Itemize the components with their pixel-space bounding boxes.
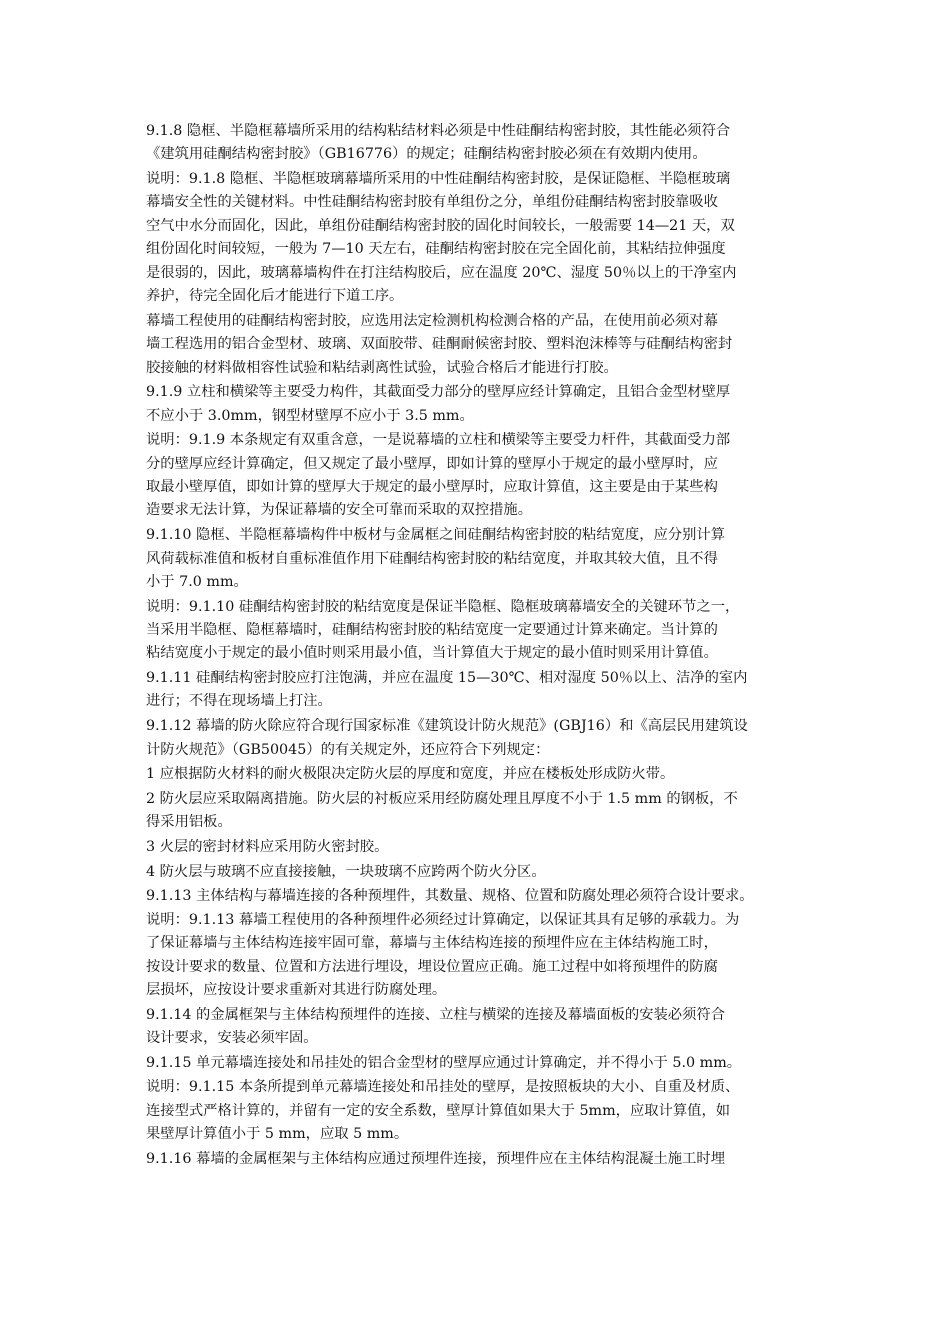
text-line: 不应小于 3.0mm，钢型材壁厚不应小于 3.5 mm。 bbox=[146, 407, 474, 424]
paragraph bbox=[146, 596, 814, 666]
text-line: 说明：9.1.8 隐框、半隐框玻璃幕墙所采用的中性硅酮结构密封胶，是保证隐框、半隐框玻璃 bbox=[146, 171, 731, 188]
text-line: 是很弱的，因此，玻璃幕墙构件在打注结构胶后，应在温度 20℃、湿度 50％以上的干净室内 bbox=[146, 264, 737, 281]
text-line: 9.1.9 立柱和横梁等主要受力构件，其截面受力部分的壁厚应经计算确定，且铝合金型材壁厚 bbox=[146, 384, 731, 401]
text-line: 养护，待完全固化后才能进行下道工序。 bbox=[146, 288, 404, 305]
text-line: 果壁厚计算值小于 5 mm，应取 5 mm。 bbox=[146, 1126, 409, 1143]
paragraph bbox=[146, 310, 814, 380]
text-line: 说明：9.1.13 幕墙工程使用的各种预埋件必须经过计算确定，以保证其具有足够的承载力。为 bbox=[146, 911, 740, 928]
text-line: 说明：9.1.15 本条所提到单元幕墙连接处和吊挂处的壁厚，是按照板块的大小、自重及材质、 bbox=[146, 1079, 740, 1096]
text-line: 9.1.14 的金属框架与主体结构预埋件的连接、立柱与横梁的连接及幕墙面板的安装必须符合 bbox=[146, 1006, 725, 1023]
text-line: 造要求无法计算，为保证幕墙的安全可靠而采取的双控措施。 bbox=[146, 502, 533, 519]
text-line: 了保证幕墙与主体结构连接牢固可靠，幕墙与主体结构连接的预埋件应在主体结构施工时， bbox=[146, 935, 718, 952]
text-line: 1 应根据防火材料的耐火极限决定防火层的厚度和宽度，并应在楼板处形成防火带。 bbox=[146, 766, 675, 783]
text-line: 粘结宽度小于规定的最小值时则采用最小值，当计算值大于规定的最小值时则采用计算值。 bbox=[146, 645, 718, 662]
text-line: 说明：9.1.10 硅酮结构密封胶的粘结宽度是保证半隐框、隐框玻璃幕墙安全的关键环节之一， bbox=[146, 598, 740, 615]
text-line: 层损坏，应按设计要求重新对其进行防腐处理。 bbox=[146, 981, 447, 998]
text-line: 组份固化时间较短，一般为 7—10 天左右，硅酮结构密封胶在完全固化前，其粘结拉伸强度 bbox=[146, 241, 726, 258]
text-line: 9.1.8 隐框、半隐框幕墙所采用的结构粘结材料必须是中性硅酮结构密封胶，其性能必须符合 bbox=[146, 123, 731, 139]
text-line: 连接型式严格计算的，并留有一定的安全系数，壁厚计算值如果大于 5mm，应取计算值，如 bbox=[146, 1102, 731, 1119]
paragraph bbox=[146, 885, 814, 1002]
text-line: 进行；不得在现场墙上打注。 bbox=[146, 693, 332, 710]
text-line: 设计要求，安装必须牢固。 bbox=[146, 1030, 318, 1046]
text-line: 9.1.12 幕墙的防火除应符合现行国家标准《建筑设计防火规范》(GBJ16）和《高层民用建筑设 bbox=[146, 718, 748, 735]
text-line: 分的壁厚应经计算确定，但又规定了最小壁厚，即如计算的壁厚小于规定的最小壁厚时，应 bbox=[146, 455, 718, 472]
text-line: 9.1.13 主体结构与幕墙连接的各种预埋件，其数量、规格、位置和防腐处理必须符合设计要求。 bbox=[146, 888, 754, 905]
paragraph bbox=[146, 715, 814, 762]
paragraph bbox=[146, 763, 814, 786]
text-line: 计防火规范》（GB50045）的有关规定外，还应符合下列规定： bbox=[146, 741, 550, 758]
text-line: 当采用半隐框、隐框幕墙时，硅酮结构密封胶的粘结宽度一定要通过计算来确定。当计算的 bbox=[146, 621, 718, 638]
text-line: 9.1.10 隐框、半隐框幕墙构件中板材与金属框之间硅酮结构密封胶的粘结宽度，应分别计算 bbox=[146, 527, 725, 544]
text-line: 4 防火层与玻璃不应直接接触，一块玻璃不应跨两个防火分区。 bbox=[146, 863, 546, 880]
paragraph bbox=[146, 120, 814, 167]
paragraph bbox=[146, 667, 814, 714]
paragraph bbox=[146, 168, 814, 308]
paragraph bbox=[146, 861, 814, 884]
text-line: 说明：9.1.9 本条规定有双重含意，一是说幕墙的立柱和横梁等主要受力杆件，其截面受力部 bbox=[146, 432, 731, 449]
text-line: 小于 7.0 mm。 bbox=[146, 573, 248, 590]
paragraph bbox=[146, 1076, 814, 1146]
paragraph bbox=[146, 1052, 814, 1075]
text-line: 墙工程选用的铝合金型材、玻璃、双面胶带、硅酮耐候密封胶、塑料泡沫棒等与硅酮结构密封 bbox=[146, 336, 733, 353]
text-line: 3 火层的密封材料应采用防火密封胶。 bbox=[146, 838, 389, 855]
text-line: 空气中水分而固化，因此，单组份硅酮结构密封胶的固化时间较长，一般需要 14—21 天，双 bbox=[146, 217, 735, 234]
text-line: 胶接触的材料做相容性试验和粘结剥离性试验，试验合格后才能进行打胶。 bbox=[146, 359, 618, 376]
text-line: 幕墙工程使用的硅酮结构密封胶，应选用法定检测机构检测合格的产品，在使用前必须对幕 bbox=[146, 312, 718, 329]
text-line: 得采用铝板。 bbox=[146, 814, 232, 831]
text-line: 9.1.16 幕墙的金属框架与主体结构应通过预埋件连接，预埋件应在主体结构混凝土施工时埋 bbox=[146, 1150, 725, 1167]
text-line: 2 防火层应采取隔离措施。防火层的衬板应采用经防腐处理且厚度不小于 1.5 mm 的钢板，不 bbox=[146, 790, 738, 807]
text-line: 取最小壁厚值，即如计算的壁厚大于规定的最小壁厚时，应取计算值，这主要是由于某些构 bbox=[146, 479, 718, 496]
text-line: 风荷载标准值和板材自重标准值作用下硅酮结构密封胶的粘结宽度，并取其较大值，且不得 bbox=[146, 550, 718, 567]
text-line: 幕墙安全性的关键材料。中性硅酮结构密封胶有单组份之分，单组份硅酮结构密封胶靠吸收 bbox=[146, 194, 718, 211]
paragraph bbox=[146, 788, 814, 835]
paragraph bbox=[146, 1148, 814, 1171]
text-line: 9.1.15 单元幕墙连接处和吊挂处的铝合金型材的壁厚应通过计算确定，并不得小于 5.0 mm。 bbox=[146, 1054, 742, 1071]
text-line: 按设计要求的数量、位置和方法进行埋设，埋设位置应正确。施工过程中如将预埋件的防腐 bbox=[146, 958, 718, 975]
paragraph bbox=[146, 524, 814, 594]
paragraph bbox=[146, 1004, 814, 1051]
text-line: 《建筑用硅酮结构密封胶》（GB16776）的规定；硅酮结构密封胶必须在有效期内使用。 bbox=[146, 146, 707, 163]
paragraph bbox=[146, 381, 814, 428]
paragraph bbox=[146, 836, 814, 859]
text-line: 9.1.11 硅酮结构密封胶应打注饱满，并应在温度 15—30℃、相对湿度 50％以上、洁净的室内 bbox=[146, 670, 748, 687]
paragraph bbox=[146, 429, 814, 523]
document-page bbox=[146, 120, 814, 1171]
